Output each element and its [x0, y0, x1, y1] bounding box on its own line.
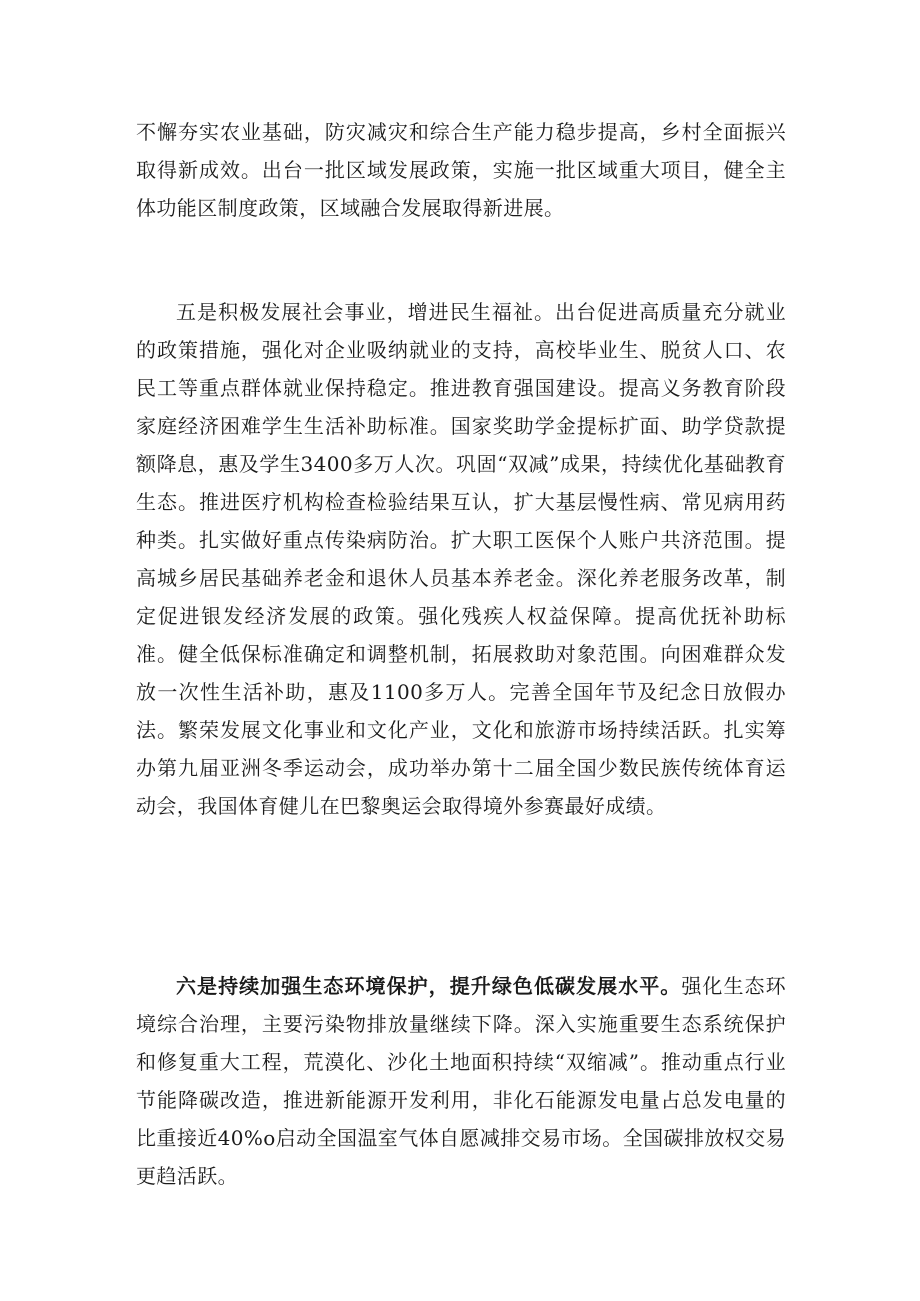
paragraph-ecology	[136, 967, 786, 1195]
paragraph-heading: 六是持续加强生态环境保护，提升绿色低碳发展水平。	[176, 974, 682, 998]
paragraph-text: 强化生态环境综合治理，主要污染物排放量继续下降。深入实施重要生态系统保护和修复重大工程，荒漠化、沙化土地面积持续“双缩减”。推动重点行业节能降碳改造，推进新能源开发利用，非化石能源发电量占总发电量的比重接近40%o启动全国温室气体自愿减排交易市场。全国碳排放权交易更趋活跃。	[136, 974, 787, 1188]
paragraph-social-undertakings	[136, 293, 786, 825]
paragraph-agriculture-region	[136, 113, 786, 227]
paragraph-text: 五是积极发展社会事业，增进民生福祉。出台促进高质量充分就业的政策措施，强化对企业吸纳就业的支持，高校毕业生、脱贫人口、农民工等重点群体就业保持稳定。推进教育强国建设。提高义务教育阶段家庭经济困难学生生活补助标准。国家奖助学金提标扩面、助学贷款提额降息，惠及学生3400多万人次。巩固“双减”成果，持续优化基础教育生态。推进医疗机构检查检验结果互认，扩大基层慢性病、常见病用药种类。扎实做好重点传染病防治。扩大职工医保个人账户共济范围。提高城乡居民基础养老金和退休人员基本养老金。深化养老服务改革，制定促进银发经济发展的政策。强化残疾人权益保障。提高优抚补助标准。健全低保标准确定和调整机制，拓展救助对象范围。向困难群众发放一次性生活补助，惠及1100多万人。完善全国年节及纪念日放假办法。繁荣发展文化事业和文化产业，文化和旅游市场持续活跃。扎实筹办第九届亚洲冬季运动会，成功举办第十二届全国少数民族传统体育运动会，我国体育健儿在巴黎奥运会取得境外参赛最好成绩。	[136, 300, 786, 818]
paragraph-text: 不懈夯实农业基础，防灾减灾和综合生产能力稳步提高，乡村全面振兴取得新成效。出台一批区域发展政策，实施一批区域重大项目，健全主体功能区制度政策，区域融合发展取得新进展。	[136, 120, 786, 220]
